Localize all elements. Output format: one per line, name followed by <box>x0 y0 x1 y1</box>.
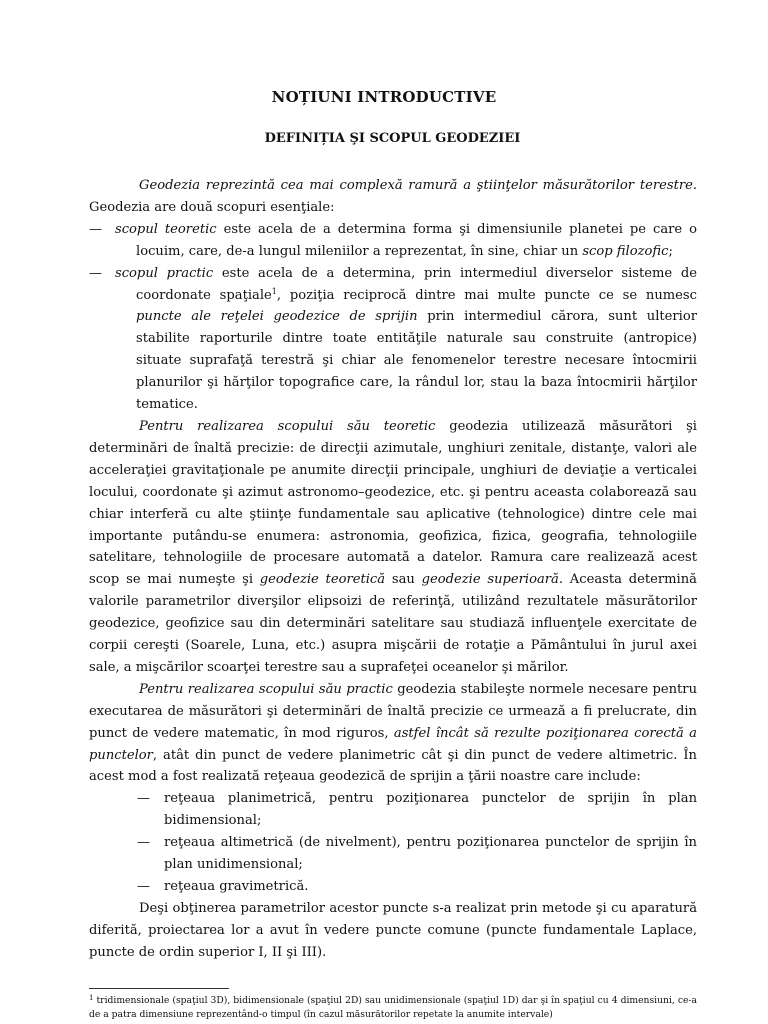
item-text: prin intermediul cărora, sunt ulterior stabilite raporturile dintre toate entităţile naturale sau construite (antropice) situate suprafaţă terestră şi chiar ale fenomenelor terestre necesare întocmirii planurilor şi hărţilor topografice care, la rândul lor, stau la baza întocmirii hărţilor tematice. <box>136 309 697 413</box>
dash-marker: — <box>89 265 103 281</box>
item-text: este acela de a determina forma şi dimensiunile planetei pe care o locuim, care, de-a lungul mileniilor a reprezentat, în sine, chiar un <box>136 221 697 259</box>
item-text: este acela de a determina, prin intermediul diverselor sisteme de coordonate spaţiale <box>136 265 697 303</box>
footnote-reference[interactable]: 1 <box>271 286 277 296</box>
intro-text: Geodezia are două scopuri esenţiale: <box>89 199 335 215</box>
paragraph-text: sau <box>385 572 422 588</box>
list-item-retea-gravimetrica <box>89 876 697 898</box>
term-scop-teoretic: scopul teoretic <box>115 221 217 237</box>
paragraph-lead-italic: Pentru realizarea scopului său practic <box>139 681 393 697</box>
list-item-scop-practic <box>89 263 697 416</box>
footnote <box>89 994 697 1022</box>
page-title: NOȚIUNI INTRODUCTIVE <box>271 88 497 106</box>
list-item-retea-planimetrica <box>89 788 697 832</box>
paragraph-scop-practic <box>89 679 697 789</box>
term-geodezie-teoretica: geodezie teoretică <box>259 572 386 588</box>
paragraph-text: geodezia utilizează măsurători şi determinări de înaltă precizie: de direcţii azimutale, unghiuri zenitale, distanţe, valori ale acceleraţiei gravitaţionale pe anumite direcţii principale, unghiuri de deviaţie a verticalei locului, coordonate şi azimut astronomo–geodezice, etc. şi pentru aceasta colaborează sau chiar interferă cu alte ştiinţe fundamentale sau aplicative (tehnologice) dintre cele mai importante putându-se enumera: astronomia, geofizica, fizica, geografia, tehnologiile satelitare, tehnologiile de procesare automată a datelor. Ramura care realizează acest scop se mai numeşte şi <box>89 418 697 588</box>
dash-marker: — <box>137 835 151 851</box>
dash-marker: — <box>137 879 151 894</box>
item-end: ; <box>668 243 673 259</box>
paragraph-text: , atât din punct de vedere planimetric cât şi din punct de vedere altimetric. În acest mod a fost realizată reţeaua geodezică de sprijin a ţării noastre care include: <box>89 747 697 785</box>
item-text: , poziţia reciprocă dintre mai multe puncte ce se numesc <box>276 287 697 303</box>
list-item-text: reţeaua gravimetrică. <box>164 879 309 894</box>
list-item-text: reţeaua altimetrică (de nivelment), pentru poziţionarea punctelor de sprijin în plan unidimensional; <box>164 835 697 873</box>
footnote-mark: 1 <box>89 994 94 1002</box>
paragraph-text: geodezia stabileşte normele necesare pentru executarea de măsurători şi determinări de înaltă precizie ce urmează a fi prelucrate, din punct de vedere matematic, în mod riguros, <box>89 681 698 741</box>
term-scop-practic: scopul practic <box>115 265 214 281</box>
paragraph-scop-teoretic <box>89 416 697 679</box>
document-body <box>89 175 697 964</box>
list-item-scop-teoretic <box>89 219 697 263</box>
list-item-retea-altimetrica <box>89 832 697 876</box>
paragraph-intro <box>89 175 697 219</box>
paragraph-text: . Aceasta determină valorile parametrilor diverşilor elipsoizi de referinţă, utilizând rezultatele măsurătorilor geodezice, geofizice sau din determinări satelitare sau studiază influenţele exercitate de corpii cereşti (Soarele, Luna, etc.) asupra mişcării de rotaţie a Pământului în jurul axei sale, a mişcărilor scoarţei terestre sau a suprafeţei oceanelor şi mărilor. <box>89 572 697 675</box>
paragraph-italic: astfel încât să rezulte poziţionarea corectă a punctelor <box>89 725 697 763</box>
paragraph-lead-italic: Pentru realizarea scopului său teoretic <box>139 418 436 434</box>
footnote-divider <box>89 988 229 989</box>
section-title: DEFINIȚIA ŞI SCOPUL GEODEZIEI <box>264 131 521 146</box>
paragraph-conclusion: Deşi obţinerea parametrilor acestor puncte s-a realizat prin metode şi cu aparatură diferită, proiectarea lor a avut în vedere puncte comune (puncte fundamentale Laplace, puncte de ordin superior I, II şi III). <box>89 900 697 960</box>
item-italic: puncte ale reţelei geodezice de sprijin <box>136 309 418 325</box>
item-italic-end: scop filozofic <box>582 243 669 259</box>
term-geodezie-superioara: geodezie superioară <box>421 572 559 588</box>
footnote-text: tridimensionale (spaţiul 3D), bidimensionale (spaţiul 2D) sau unidimensionale (spaţiul 1D) dar şi în spaţiul cu 4 dimensiuni, ce-a de a patra dimensiune reprezentând-o timpul (în cazul măsurătorilor repetate la anumite intervale) <box>89 995 697 1020</box>
dash-marker: — <box>89 221 103 237</box>
intro-italic: Geodezia reprezintă cea mai complexă ramură a ştiinţelor măsurătorilor terestre. <box>139 178 697 193</box>
list-item-text: reţeaua planimetrică, pentru poziţionarea punctelor de sprijin în plan bidimensional; <box>164 791 697 829</box>
dash-marker: — <box>137 791 151 807</box>
